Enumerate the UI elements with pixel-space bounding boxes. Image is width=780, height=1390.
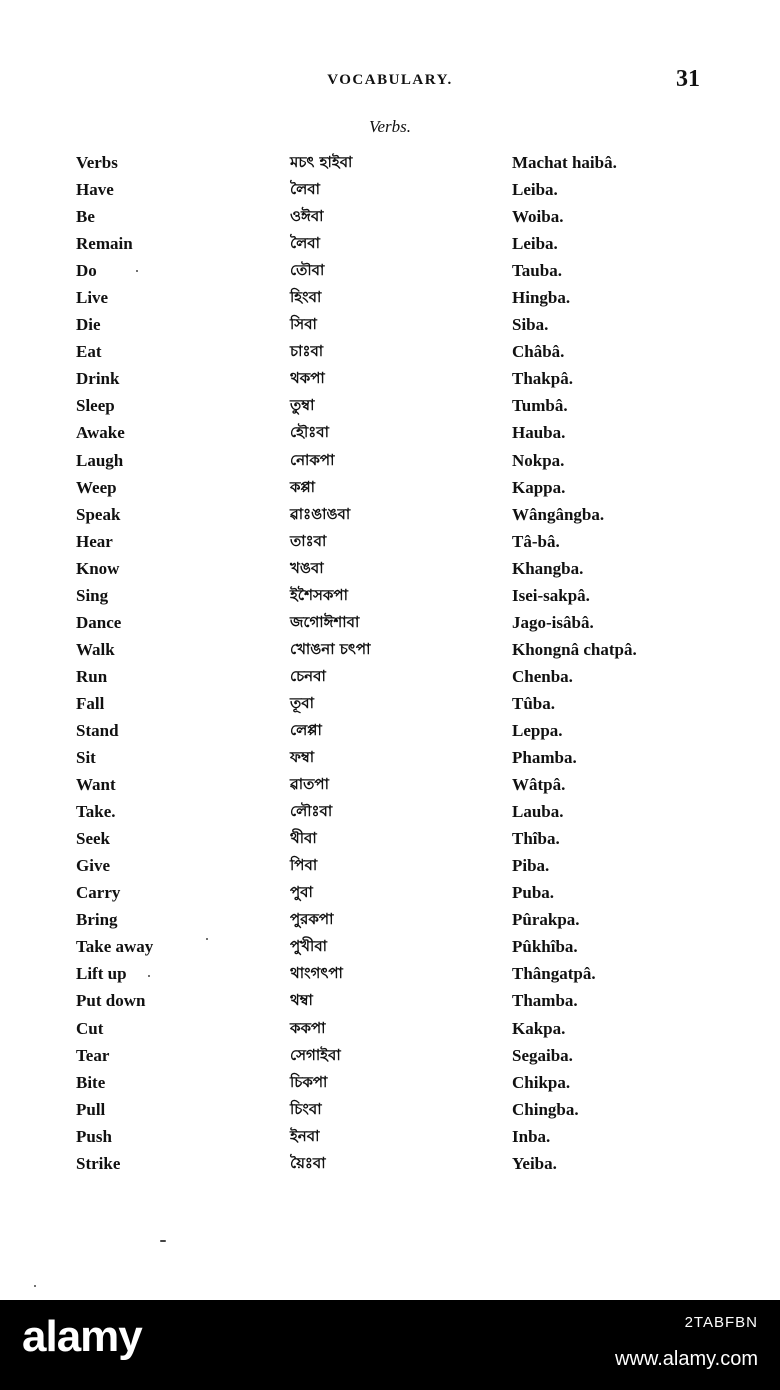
vocab-row [0, 879, 780, 906]
english-word: Strike [76, 1153, 121, 1173]
image-id: 2TABFBN [684, 1314, 758, 1331]
bengali-script-word: কপ্পা [290, 477, 316, 496]
vocab-row [0, 798, 780, 825]
transliteration: Lauba. [512, 802, 564, 822]
bengali-script-word: লৈবা [290, 234, 320, 253]
english-word: Bring [76, 910, 118, 930]
english-word: Carry [76, 883, 121, 903]
vocab-row [0, 149, 780, 176]
bengali-script-word: থকপা [290, 369, 325, 388]
transliteration: Hingba. [512, 288, 571, 308]
transliteration: Woiba. [512, 207, 564, 227]
transliteration: Wângângba. [512, 504, 605, 524]
vocab-row [0, 392, 780, 419]
bengali-script-word: পিবা [290, 856, 318, 875]
print-speck [160, 1240, 166, 1242]
english-word: Take. [76, 802, 116, 822]
english-word: Pull [76, 1099, 106, 1119]
bengali-script-word: হিংবা [290, 288, 322, 307]
english-word: Seek [76, 829, 110, 849]
vocab-row [0, 690, 780, 717]
english-word: Hear [76, 531, 113, 551]
bengali-script-word: তূবা [290, 693, 314, 712]
transliteration: Machat haibâ. [512, 153, 617, 172]
bengali-script-word: ৱাঃঙাঙবা [290, 504, 351, 523]
bengali-script-word: থাংগৎপা [290, 964, 343, 983]
vocab-row [0, 960, 780, 987]
bengali-script-word: ককপা [290, 1018, 326, 1037]
vocab-row [0, 338, 780, 365]
vocab-row [0, 1150, 780, 1177]
vocab-row [0, 501, 780, 528]
bengali-script-word: লেপ্পা [290, 720, 322, 739]
vocab-row [0, 365, 780, 392]
english-word: Eat [76, 342, 102, 362]
english-word: Walk [76, 639, 115, 659]
bengali-script-word: ফম্বা [290, 748, 315, 767]
english-word: Lift up [76, 964, 127, 984]
english-word: Dance [76, 612, 122, 632]
transliteration: Pûrakpa. [512, 910, 580, 930]
transliteration: Tumbâ. [512, 396, 568, 416]
bengali-script-word: সেগাইবা [290, 1045, 341, 1064]
english-word: Put down [76, 991, 146, 1011]
bengali-script-word: য়ৈঃবা [290, 1153, 326, 1172]
bengali-script-word: লৌঃবা [290, 802, 333, 821]
bengali-script-word: মচৎ হাইবা [290, 153, 353, 171]
transliteration: Châbâ. [512, 342, 565, 362]
english-word: Speak [76, 504, 121, 524]
english-word: Drink [76, 369, 120, 389]
bengali-script-word: চিংবা [290, 1099, 322, 1118]
english-word: Give [76, 856, 110, 876]
vocab-row [0, 555, 780, 582]
english-word: Push [76, 1126, 112, 1146]
alamy-logo: alamy [22, 1312, 142, 1361]
bengali-script-word: তাঃবা [290, 531, 327, 550]
bengali-script-word: খঙবা [290, 558, 324, 577]
english-word: Verbs [76, 153, 118, 172]
bengali-script-word: হৌঃবা [290, 423, 329, 442]
vocab-row [0, 311, 780, 338]
vocab-row [0, 582, 780, 609]
transliteration: Wâtpâ. [512, 775, 566, 795]
bengali-script-word: থীবা [290, 829, 317, 848]
vocab-row [0, 717, 780, 744]
transliteration: Tûba. [512, 693, 555, 713]
transliteration: Jago-isâbâ. [512, 612, 594, 632]
bengali-script-word: থম্বা [290, 991, 313, 1010]
vocab-row [0, 203, 780, 230]
bengali-script-word: পুবা [290, 883, 313, 902]
english-word: Want [76, 775, 116, 795]
vocabulary-table [0, 149, 780, 1177]
english-word: Tear [76, 1045, 110, 1065]
vocab-row [0, 1069, 780, 1096]
vocab-row [0, 528, 780, 555]
vocab-row [0, 1042, 780, 1069]
english-word: Sit [76, 748, 96, 768]
transliteration: Segaiba. [512, 1045, 573, 1065]
transliteration: Kakpa. [512, 1018, 566, 1038]
english-word: Awake [76, 423, 125, 443]
bengali-script-word: খোঙনা চৎপা [290, 639, 371, 658]
bengali-script-word: ইশৈসকপা [290, 585, 348, 604]
english-word: Bite [76, 1072, 106, 1092]
vocab-row [0, 1096, 780, 1123]
english-word: Die [76, 315, 101, 335]
bengali-script-word: চেনবা [290, 666, 326, 685]
vocab-row [0, 176, 780, 203]
english-word: Remain [76, 234, 133, 254]
transliteration: Leppa. [512, 720, 563, 740]
running-header: VOCABULARY. [327, 72, 453, 88]
print-speck [34, 1285, 36, 1287]
vocab-row [0, 447, 780, 474]
transliteration: Piba. [512, 856, 550, 876]
bengali-script-word: তুম্বা [290, 396, 315, 415]
print-speck [206, 938, 208, 940]
transliteration: Tauba. [512, 261, 562, 281]
transliteration: Khongnâ chatpâ. [512, 639, 637, 659]
vocab-row [0, 744, 780, 771]
transliteration: Phamba. [512, 748, 577, 768]
english-word: Sing [76, 585, 109, 605]
bengali-script-word: সিবা [290, 315, 317, 334]
print-speck [136, 270, 138, 272]
english-word: Sleep [76, 396, 115, 416]
vocab-row [0, 852, 780, 879]
vocab-row [0, 230, 780, 257]
vocab-row [0, 771, 780, 798]
english-word: Weep [76, 477, 117, 497]
english-word: Laugh [76, 450, 124, 470]
vocab-row [0, 663, 780, 690]
transliteration: Pûkhîba. [512, 937, 578, 957]
transliteration: Thângatpâ. [512, 964, 596, 984]
english-word: Cut [76, 1018, 104, 1038]
english-word: Run [76, 666, 108, 686]
english-word: Be [76, 207, 95, 227]
vocab-row [0, 284, 780, 311]
transliteration: Hauba. [512, 423, 566, 443]
bengali-script-word: পুরকপা [290, 910, 334, 929]
vocab-row [0, 636, 780, 663]
vocab-row [0, 987, 780, 1014]
transliteration: Inba. [512, 1126, 551, 1146]
transliteration: Siba. [512, 315, 549, 335]
transliteration: Thîba. [512, 829, 560, 849]
bengali-script-word: জগোঈশাবা [290, 612, 360, 631]
bengali-script-word: চিকপা [290, 1072, 328, 1091]
bengali-script-word: তৌবা [290, 261, 325, 280]
bengali-script-word: নোকপা [290, 450, 335, 469]
watermark-band [0, 1300, 780, 1390]
vocab-row [0, 609, 780, 636]
english-word: Do [76, 261, 97, 281]
page-number: 31 [676, 66, 700, 92]
transliteration: Thamba. [512, 991, 578, 1011]
bengali-script-word: চাঃবা [290, 342, 324, 361]
bengali-script-word: ইনবা [290, 1126, 320, 1145]
vocab-row [0, 1123, 780, 1150]
english-word: Fall [76, 693, 105, 713]
transliteration: Kappa. [512, 477, 566, 497]
transliteration: Nokpa. [512, 450, 565, 470]
vocab-row [0, 419, 780, 446]
vocab-row [0, 825, 780, 852]
transliteration: Khangba. [512, 558, 584, 578]
transliteration: Chikpa. [512, 1072, 571, 1092]
english-word: Live [76, 288, 109, 308]
print-speck [148, 975, 150, 977]
english-word: Have [76, 180, 114, 200]
english-word: Take away [76, 937, 154, 957]
vocab-row [0, 1015, 780, 1042]
english-word: Know [76, 558, 120, 578]
transliteration: Leiba. [512, 234, 558, 254]
bengali-script-word: ওঈবা [290, 207, 324, 226]
vocab-row [0, 906, 780, 933]
vocab-row [0, 257, 780, 284]
bengali-script-word: ৱাতপা [290, 775, 329, 794]
site-url: www.alamy.com [615, 1348, 758, 1370]
vocab-row [0, 474, 780, 501]
transliteration: Puba. [512, 883, 555, 903]
english-word: Stand [76, 720, 119, 740]
transliteration: Isei-sakpâ. [512, 585, 590, 605]
section-title: Verbs. [368, 117, 412, 136]
vocab-row [0, 933, 780, 960]
transliteration: Thakpâ. [512, 369, 573, 389]
transliteration: Tâ-bâ. [512, 531, 560, 551]
transliteration: Chenba. [512, 666, 573, 686]
transliteration: Yeiba. [512, 1153, 557, 1173]
transliteration: Leiba. [512, 180, 558, 200]
bengali-script-word: পুখীবা [290, 937, 328, 956]
transliteration: Chingba. [512, 1099, 579, 1119]
bengali-script-word: লৈবা [290, 180, 320, 199]
